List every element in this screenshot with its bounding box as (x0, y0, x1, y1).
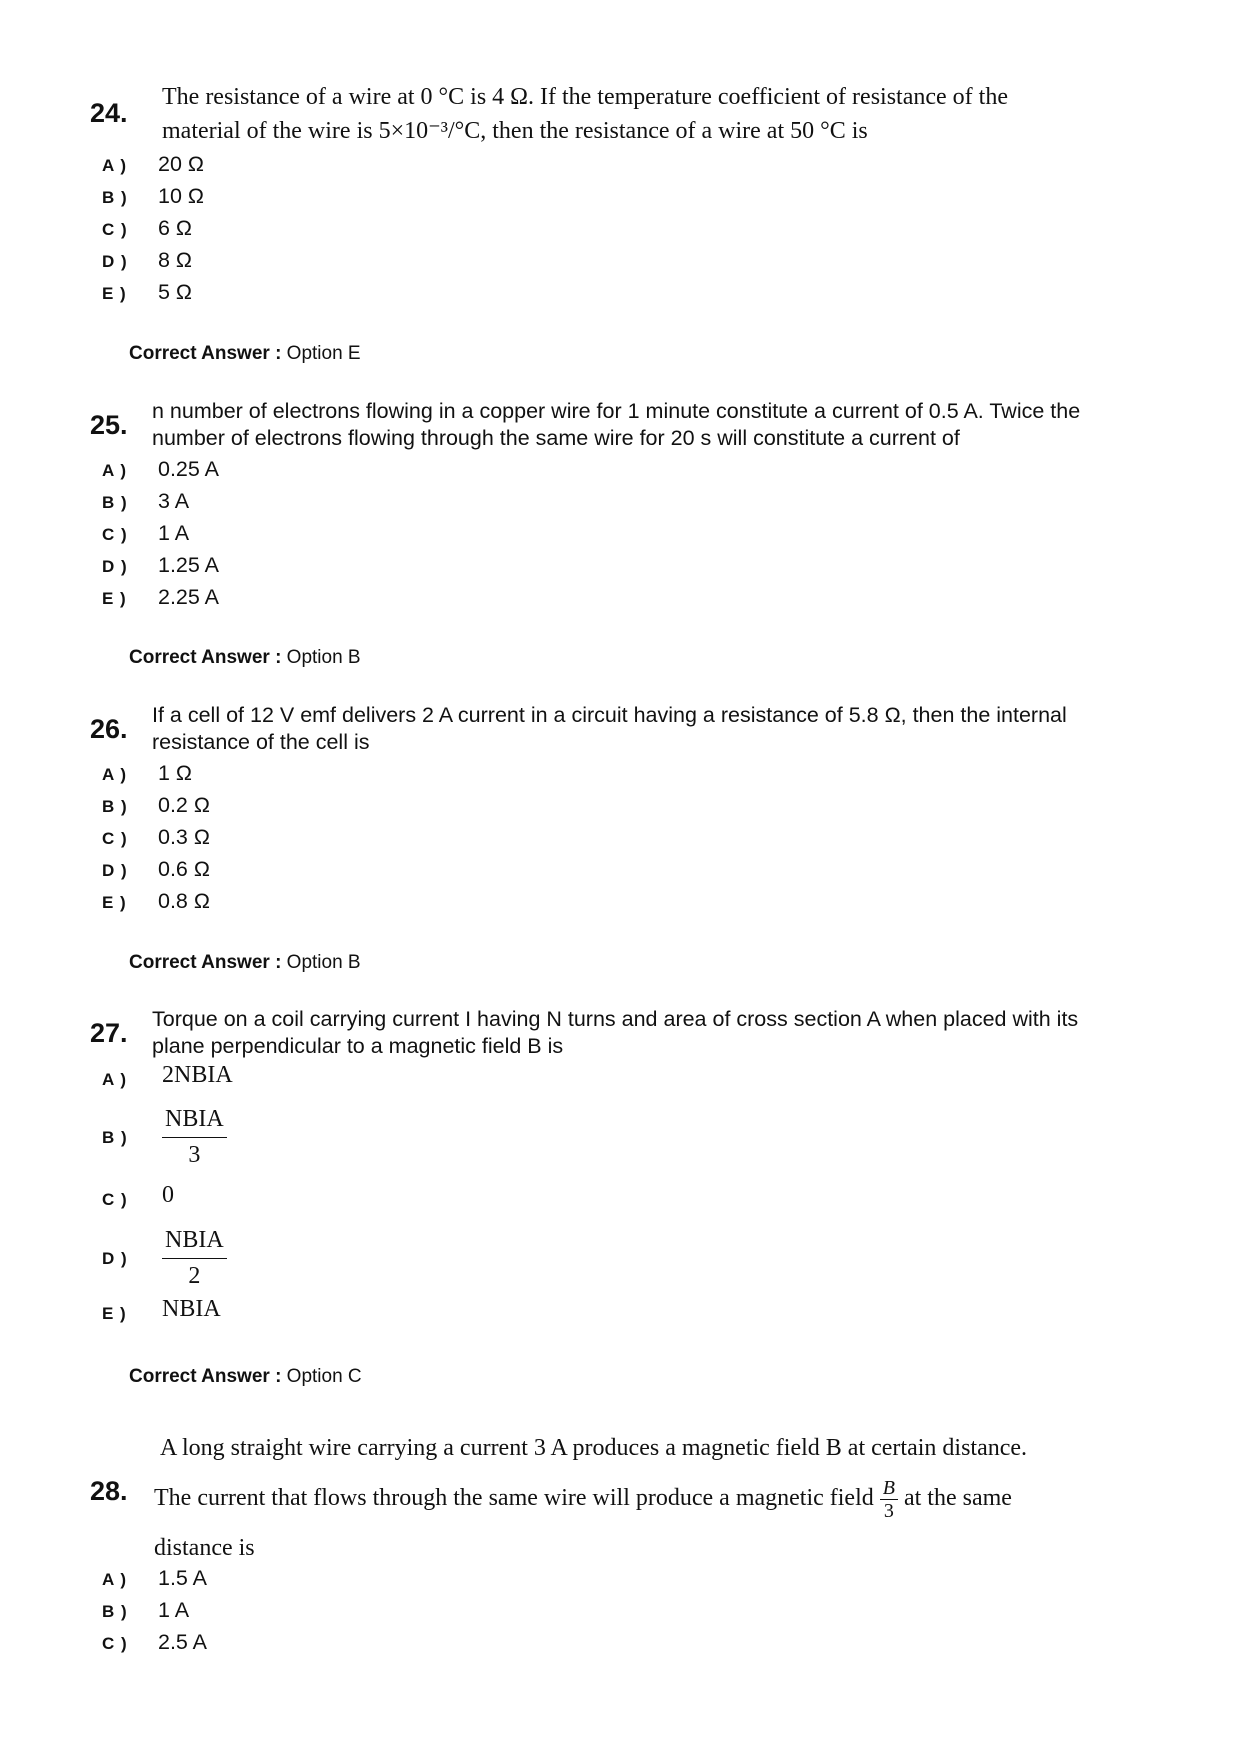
option-e[interactable] (0, 889, 900, 919)
option-label: A ) (102, 1070, 128, 1089)
correct-answer-value: Option C (286, 1366, 362, 1387)
option-c[interactable] (0, 825, 900, 855)
option-label: D ) (102, 557, 128, 576)
option-label: C ) (102, 1634, 128, 1653)
option-label: E ) (102, 893, 127, 912)
option-label: A ) (102, 1570, 128, 1589)
option-label: C ) (102, 829, 128, 848)
option-value: 1 Ω (158, 761, 193, 785)
option-d[interactable] (0, 1227, 900, 1289)
option-label: A ) (102, 765, 128, 784)
option-label: C ) (102, 525, 128, 544)
option-label: E ) (102, 589, 127, 608)
option-label: B ) (102, 1128, 128, 1147)
option-b[interactable] (0, 1106, 900, 1168)
option-c[interactable] (0, 216, 900, 246)
stem-line: distance is (154, 1535, 255, 1561)
question-number: 26. (90, 714, 128, 744)
fraction-denominator: 3 (883, 1499, 894, 1522)
option-b[interactable] (0, 1598, 900, 1628)
fraction (162, 1106, 227, 1169)
option-value: 1 A (158, 1598, 190, 1622)
stem-line: plane perpendicular to a magnetic field B is (152, 1034, 564, 1058)
option-d[interactable] (0, 248, 900, 278)
fraction-denominator: 2 (188, 1263, 201, 1289)
inline-fraction (880, 1477, 898, 1522)
option-value: 0 (162, 1182, 174, 1208)
fraction (162, 1227, 227, 1290)
option-e[interactable] (0, 1296, 900, 1330)
fraction-numerator: NBIA (162, 1106, 227, 1138)
option-label: B ) (102, 1602, 128, 1621)
option-label: C ) (102, 1190, 128, 1209)
correct-answer-value: Option E (286, 343, 361, 364)
option-d[interactable] (0, 553, 900, 583)
stem-line: number of electrons flowing through the same wire for 20 s will constitute a current of (152, 426, 960, 450)
option-label: D ) (102, 252, 128, 271)
option-a[interactable] (0, 1062, 900, 1096)
option-a[interactable] (0, 1566, 900, 1596)
option-a[interactable] (0, 457, 900, 487)
question-stem (154, 1423, 1160, 1573)
stem-line: n number of electrons flowing in a copper wire for 1 minute constitute a current of 0.5 A. Twice the (152, 399, 1081, 423)
question-number: 24. (90, 98, 128, 128)
stem-line: material of the wire is 5×10⁻³/°C, then the resistance of a wire at 50 °C is (162, 118, 868, 144)
option-label: D ) (102, 861, 128, 880)
option-value: 0.8 Ω (158, 889, 210, 913)
correct-answer (129, 343, 361, 365)
stem-line (154, 1473, 1160, 1523)
correct-answer-label: Correct Answer : (129, 1366, 282, 1387)
option-e[interactable] (0, 585, 900, 615)
option-value: 8 Ω (158, 248, 193, 272)
stem-text: The current that flows through the same wire will produce a magnetic field (154, 1485, 874, 1511)
fraction-denominator: 3 (188, 1142, 201, 1168)
option-value: 0.2 Ω (158, 793, 210, 817)
correct-answer (129, 1366, 362, 1388)
option-value: 20 Ω (158, 152, 204, 176)
option-value: 1 A (158, 521, 190, 545)
option-label: D ) (102, 1249, 128, 1268)
correct-answer-label: Correct Answer : (129, 952, 282, 973)
fraction-numerator: NBIA (162, 1227, 227, 1259)
stem-line: If a cell of 12 V emf delivers 2 A current in a circuit having a resistance of 5.8 Ω, then the internal (152, 703, 1067, 727)
question-stem (152, 1006, 1152, 1060)
option-value: 6 Ω (158, 216, 193, 240)
option-c[interactable] (0, 1630, 900, 1660)
stem-line: The resistance of a wire at 0 °C is 4 Ω. If the temperature coefficient of resistance of the (162, 84, 1008, 110)
option-value: 0.6 Ω (158, 857, 210, 881)
option-label: B ) (102, 493, 128, 512)
option-value: 1.5 A (158, 1566, 208, 1590)
stem-line: resistance of the cell is (152, 730, 370, 754)
stem-text: at the same (903, 1485, 1012, 1511)
correct-answer-label: Correct Answer : (129, 647, 282, 668)
option-b[interactable] (0, 793, 900, 823)
option-value: 5 Ω (158, 280, 193, 304)
option-label: B ) (102, 188, 128, 207)
option-value: 0.25 A (158, 457, 219, 481)
option-value: 1.25 A (158, 553, 219, 577)
option-c[interactable] (0, 521, 900, 551)
option-c[interactable] (0, 1182, 900, 1216)
option-label: C ) (102, 220, 128, 239)
correct-answer-value: Option B (286, 952, 361, 973)
option-value: 3 A (158, 489, 190, 513)
stem-line: A long straight wire carrying a current 3 A produces a magnetic field B at certain distance. (160, 1435, 1028, 1461)
option-value: 10 Ω (158, 184, 204, 208)
question-stem (152, 702, 1152, 756)
option-b[interactable] (0, 184, 900, 214)
option-label: E ) (102, 1304, 127, 1323)
stem-line: Torque on a coil carrying current I having N turns and area of cross section A when placed with its (152, 1007, 1079, 1031)
correct-answer-value: Option B (286, 647, 361, 668)
correct-answer-label: Correct Answer : (129, 343, 282, 364)
correct-answer (129, 647, 361, 669)
question-stem (152, 398, 1152, 452)
option-value: 0.3 Ω (158, 825, 210, 849)
question-number: 28. (90, 1476, 128, 1506)
option-b[interactable] (0, 489, 900, 519)
option-d[interactable] (0, 857, 900, 887)
option-a[interactable] (0, 152, 900, 182)
fraction-numerator: B (880, 1477, 898, 1500)
option-label: A ) (102, 461, 128, 480)
option-value: 2.25 A (158, 585, 219, 609)
option-label: B ) (102, 797, 128, 816)
option-label: E ) (102, 284, 127, 303)
question-stem (162, 80, 1162, 148)
option-a[interactable] (0, 761, 900, 791)
option-value: NBIA (162, 1296, 221, 1322)
option-value: 2NBIA (162, 1062, 233, 1088)
option-value: 2.5 A (158, 1630, 208, 1654)
option-label: A ) (102, 156, 128, 175)
correct-answer (129, 952, 361, 974)
option-e[interactable] (0, 280, 900, 310)
question-number: 25. (90, 410, 128, 440)
question-number: 27. (90, 1018, 128, 1048)
